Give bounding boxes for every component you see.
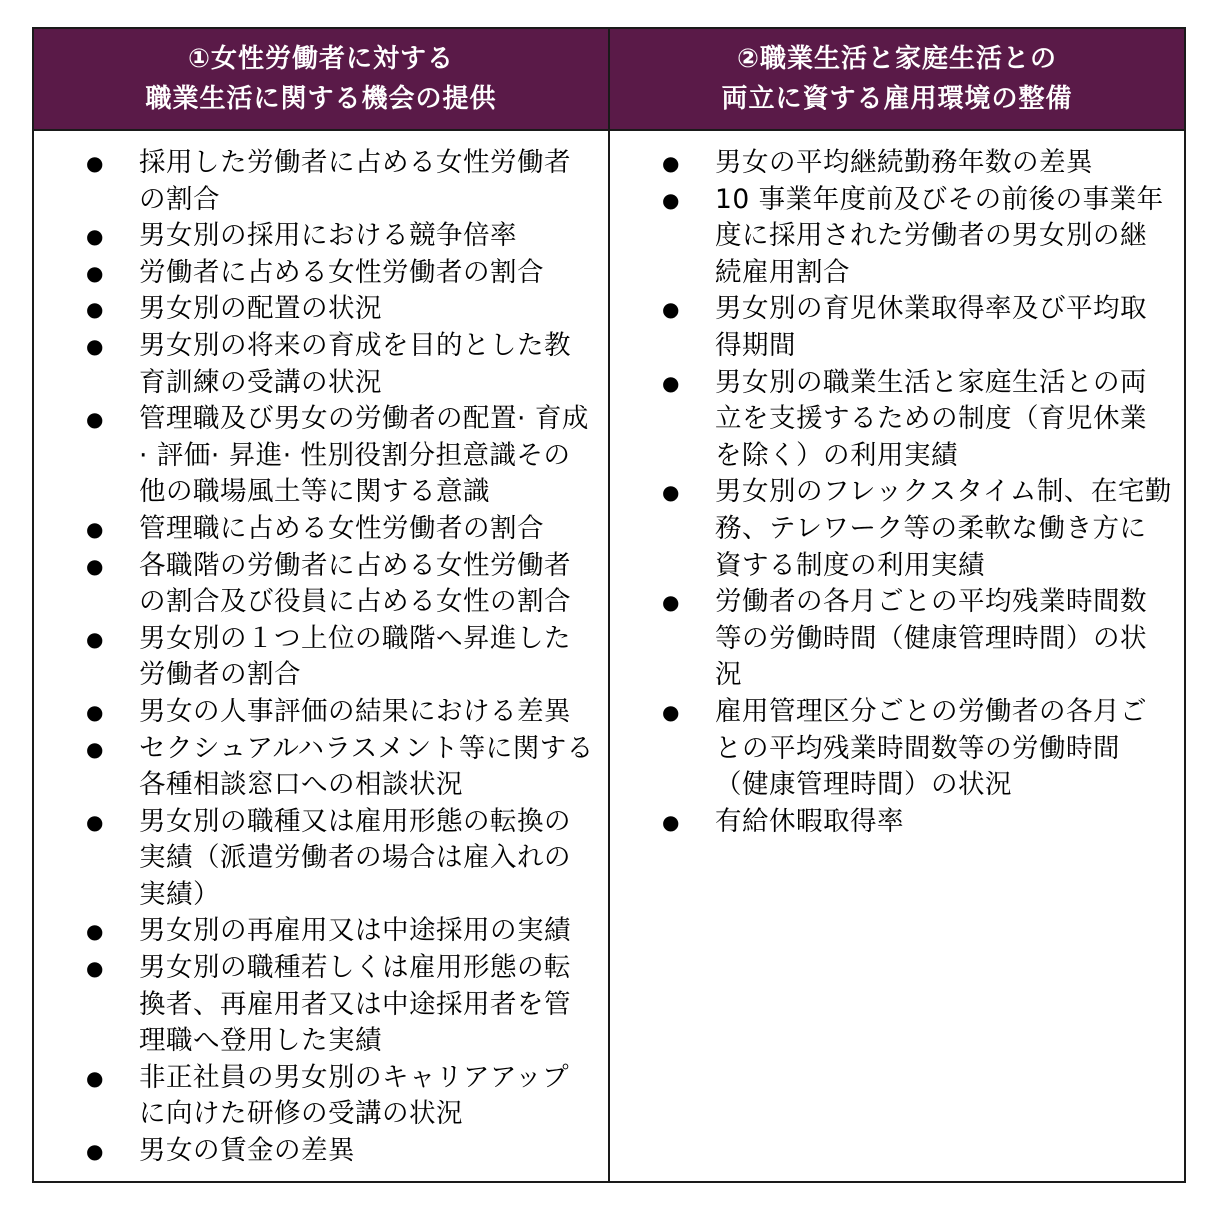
list-item: ● 男女の人事評価の結果における差異 [34,694,608,731]
bullet-icon: ● [662,151,680,175]
bullet-icon: ● [86,1139,104,1164]
list-item: ● 10 事業年度前及びその前後の事業年度に採用された労働者の男女別の継続雇用割合 [662,183,1164,288]
list-item: ● 採用した労働者に占める女性労働者の割合 [86,147,571,215]
list-column-2 [610,145,1184,840]
list-item: ● 男女別の育児休業取得率及び平均取得期間 [662,293,1147,361]
comparison-table [32,27,1186,1183]
list-item: ● 男女別のフレックスタイム制、在宅勤務、テレワーク等の柔軟な働き方に資する制度の利用実績 [662,476,1172,581]
bullet-icon: ● [86,956,104,981]
list-item: ● 労働者の各月ごとの平均残業時間数等の労働時間（健康管理時間）の状況 [662,586,1147,691]
bullet-icon: ● [86,297,104,322]
bullet-icon: ● [86,1065,104,1090]
column-2-body [610,131,1184,1181]
list-item: ● 雇用管理区分ごとの労働者の各月ごとの平均残業時間数等の労働時間（健康管理時間）の状況 [662,695,1147,801]
list-item: ● 男女別の職種又は雇用形態の転換の実績（派遣労働者の場合は雇入れの実績） [86,805,571,910]
bullet-icon: ● [86,736,104,761]
column-header-2: ②職業生活と家庭生活との 両立に資する雇用環境の整備 [610,29,1184,131]
bullet-icon: ● [86,151,104,175]
list-item: ● 有給休暇取得率 [610,804,1184,841]
list-item: ● セクシュアルハラスメント等に関する各種相談窓口への相談状況 [86,732,594,801]
bullet-icon: ● [86,553,104,578]
list-item: ● 男女別の職業生活と家庭生活との両立を支援するための制度（育児休業を除く）の利用実績 [662,366,1147,471]
bullet-icon: ● [662,370,680,395]
bullet-icon: ● [86,809,104,834]
list-item: ● 男女の賃金の差異 [34,1133,608,1170]
bullet-icon: ● [86,626,104,651]
list-item: ● 男女別の採用における競争倍率 [34,218,608,255]
bullet-icon: ● [662,809,680,834]
bullet-icon: ● [662,187,680,212]
list-item: ● 男女別の将来の育成を目的とした教育訓練の受講の状況 [86,329,571,398]
list-item: ● 管理職及び男女の労働者の配置· 育成· 評価· 昇進· 性別役割分担意識その他の職場風土等に関する意識 [86,403,589,508]
list-item: ● 男女の平均継続勤務年数の差異 [610,145,1184,182]
list-item: ● 男女別の再雇用又は中途採用の実績 [34,913,608,950]
bullet-icon: ● [86,516,104,541]
bullet-icon: ● [86,260,104,285]
bullet-icon: ● [662,480,680,505]
bullet-icon: ● [86,919,104,944]
bullet-icon: ● [662,699,680,724]
column-1-body [34,131,610,1181]
list-item: ● 男女別の１つ上位の職階へ昇進した労働者の割合 [86,622,571,691]
bullet-icon: ● [662,590,680,615]
bullet-icon: ● [662,297,680,322]
list-column-1 [34,145,608,1170]
bullet-icon: ● [86,699,104,724]
list-item: ● 男女別の配置の状況 [34,291,608,328]
list-item: ● 非正社員の男女別のキャリアアップに向けた研修の受講の状況 [86,1061,570,1130]
bullet-icon: ● [86,407,104,432]
bullet-icon: ● [86,333,104,358]
bullet-icon: ● [86,224,104,249]
list-item: ● 男女別の職種若しくは雇用形態の転換者、再雇用者又は中途採用者を管理職へ登用した実績 [86,952,571,1057]
column-header-1: ①女性労働者に対する 職業生活に関する機会の提供 [34,29,610,131]
list-item: ● 労働者に占める女性労働者の割合 [34,255,608,292]
list-item: ● 各職階の労働者に占める女性労働者の割合及び役員に占める女性の割合 [86,549,571,618]
list-item: ● 管理職に占める女性労働者の割合 [34,511,608,548]
